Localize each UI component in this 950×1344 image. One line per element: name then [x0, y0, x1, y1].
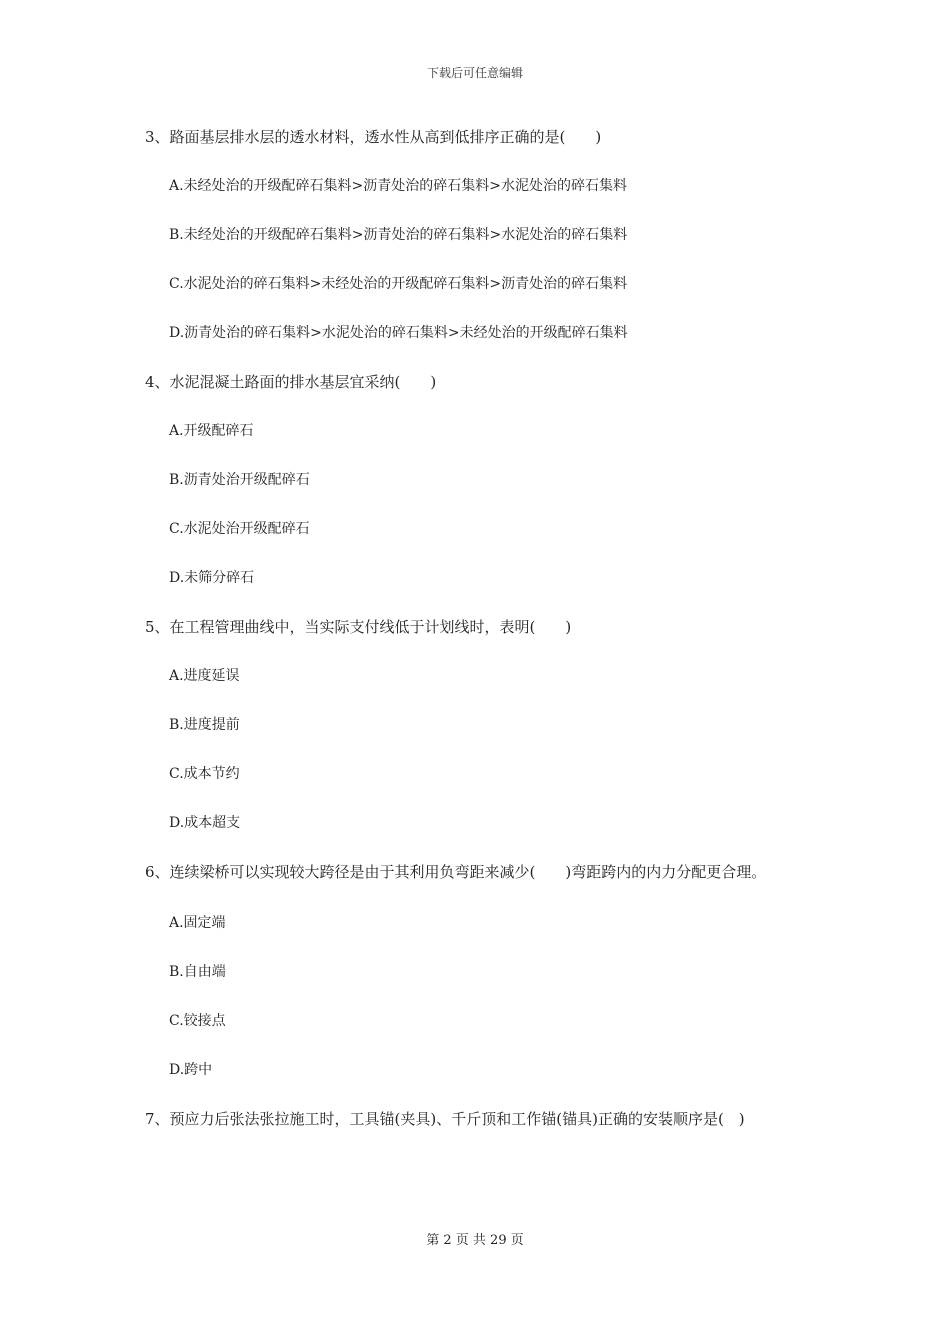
option-c: C.水泥处治的碎石集料>未经处治的开级配碎石集料>沥青处治的碎石集料 [169, 276, 628, 292]
question-text: 5、在工程管理曲线中，当实际支付线低于计划线时，表明( ) [145, 618, 572, 636]
question-7 [145, 1104, 810, 1134]
page-header: 下载后可任意编辑 [426, 66, 523, 80]
option-c: C.水泥处治开级配碎石 [169, 521, 310, 537]
question-6 [145, 857, 810, 1085]
option-c: C.成本节约 [169, 766, 240, 782]
question-text: 3、路面基层排水层的透水材料，透水性从高到低排序正确的是( ) [145, 128, 602, 146]
option-a: A.进度延误 [169, 668, 240, 684]
option-c: C.铰接点 [169, 1013, 226, 1029]
option-b: B.进度提前 [169, 717, 240, 733]
question-text: 7、预应力后张法张拉施工时，工具锚(夹具)、千斤顶和工作锚(锚具)正确的安装顺序是( ) [145, 1110, 745, 1128]
option-d: D.未筛分碎石 [169, 570, 255, 586]
question-text: 4、水泥混凝土路面的排水基层宜采纳( ) [145, 373, 437, 391]
option-b: B.未经处治的开级配碎石集料>沥青处治的碎石集料>水泥处治的碎石集料 [169, 227, 628, 243]
page-footer: 第 2 页 共 29 页 [426, 1233, 524, 1248]
option-a: A.开级配碎石 [169, 423, 254, 439]
question-3 [145, 122, 810, 348]
option-b: B.沥青处治开级配碎石 [169, 472, 310, 488]
option-a: A.固定端 [169, 915, 226, 931]
option-a: A.未经处治的开级配碎石集料>沥青处治的碎石集料>水泥处治的碎石集料 [169, 178, 628, 194]
question-list [145, 122, 810, 1153]
question-5 [145, 612, 810, 838]
option-d: D.跨中 [169, 1062, 213, 1078]
question-text: 6、连续梁桥可以实现较大跨径是由于其利用负弯距来减少( )弯距跨内的内力分配更合理。 [145, 863, 767, 881]
question-4 [145, 367, 810, 593]
option-d: D.成本超支 [169, 815, 241, 831]
option-d: D.沥青处治的碎石集料>水泥处治的碎石集料>未经处治的开级配碎石集料 [169, 325, 628, 341]
option-b: B.自由端 [169, 964, 226, 980]
